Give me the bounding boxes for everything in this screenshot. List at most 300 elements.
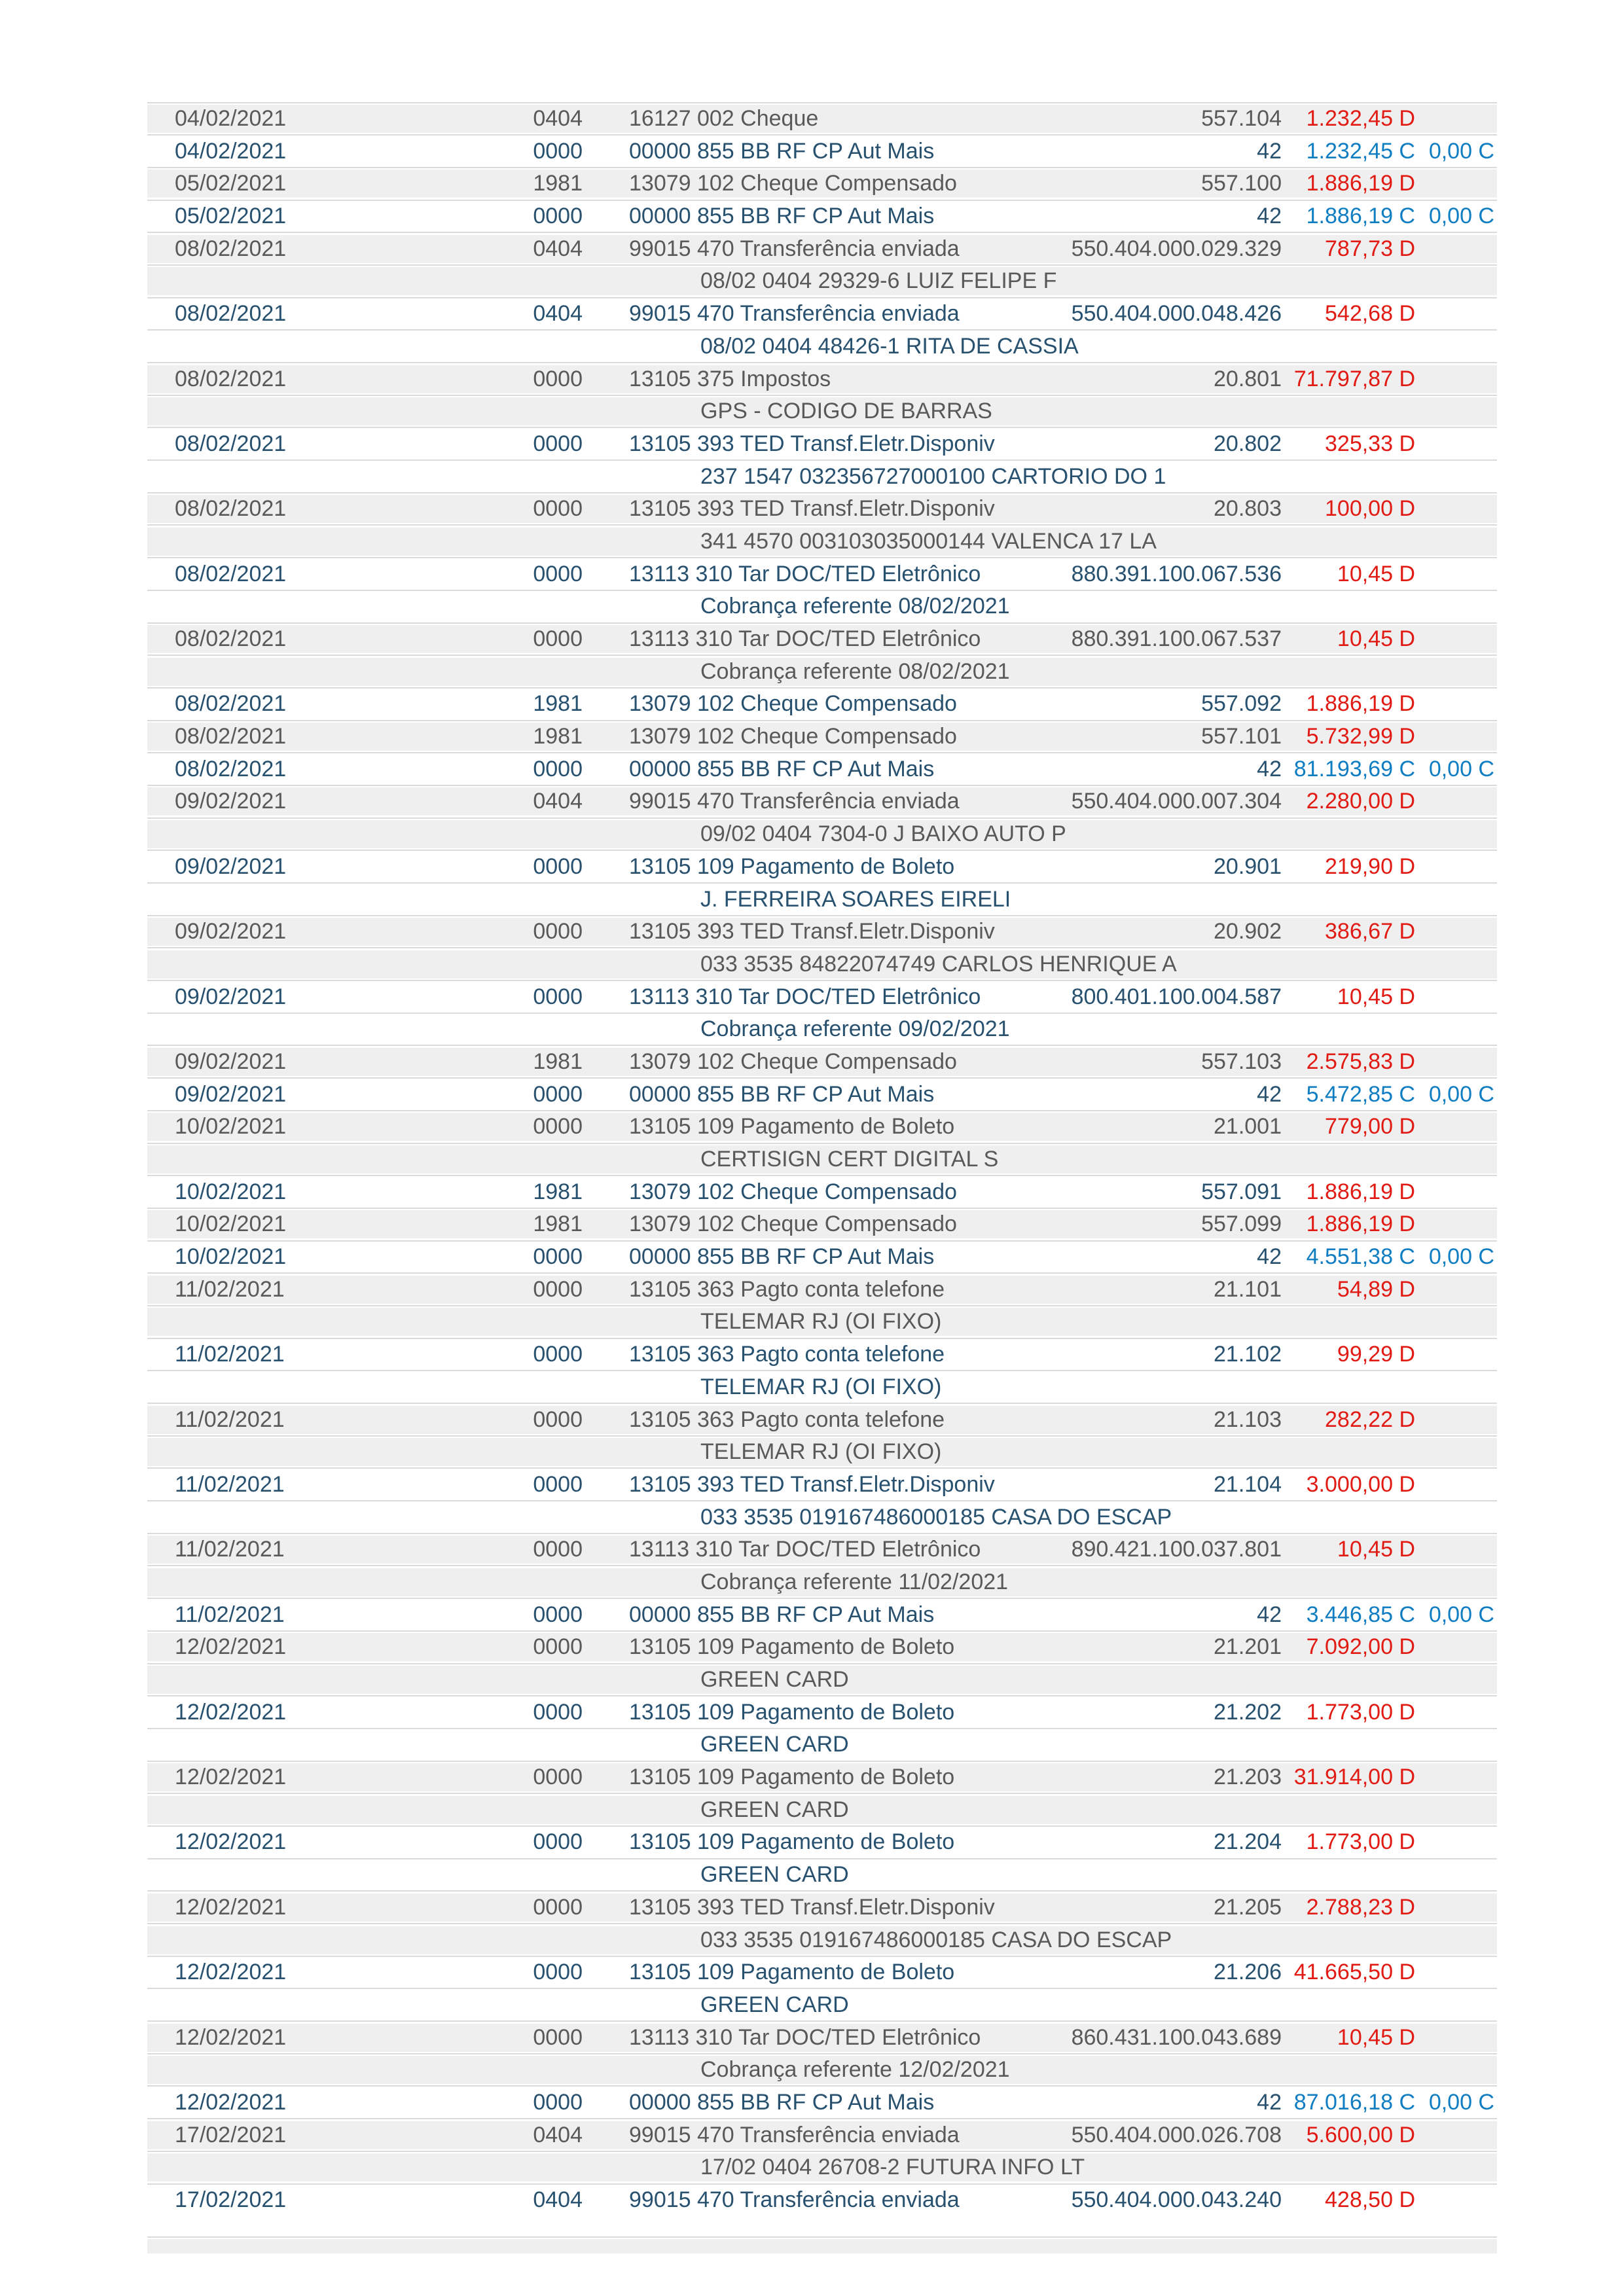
transaction-document: 42 <box>1257 1602 1282 1627</box>
transaction-history: 13105 109 Pagamento de Boleto <box>629 1114 955 1139</box>
transaction-document: 550.404.000.007.304 <box>1071 789 1282 814</box>
transaction-agency: 0000 <box>533 756 583 781</box>
transaction-row <box>147 723 1497 751</box>
transaction-value: 41.665,50 D <box>1293 1960 1415 1985</box>
transaction-detail-row <box>147 950 1497 978</box>
transaction-row <box>147 202 1497 230</box>
transaction-value: 5.472,85 C <box>1306 1081 1415 1107</box>
transaction-value: 10,45 D <box>1337 1537 1415 1562</box>
transaction-row <box>147 1601 1497 1629</box>
transaction-document: 21.206 <box>1214 1960 1282 1985</box>
transaction-value: 87.016,18 C <box>1293 2089 1415 2115</box>
transaction-row <box>147 1210 1497 1238</box>
transaction-document: 21.201 <box>1214 1634 1282 1660</box>
transaction-history: 99015 470 Transferência enviada <box>629 236 960 261</box>
transaction-value: 1.886,19 D <box>1306 171 1415 196</box>
transaction-detail-text: TELEMAR RJ (OI FIXO) <box>700 1439 942 1465</box>
transaction-detail-row <box>147 1991 1497 2019</box>
transaction-extra-value: 0,00 C <box>1428 1081 1494 1107</box>
transaction-agency: 0000 <box>533 1602 583 1627</box>
transaction-detail-text: Cobrança referente 08/02/2021 <box>700 594 1010 619</box>
transaction-row <box>147 983 1497 1011</box>
transaction-agency: 0000 <box>533 919 583 944</box>
transaction-date: 10/02/2021 <box>175 1179 287 1204</box>
transaction-detail-text: GREEN CARD <box>700 1667 849 1692</box>
transaction-detail-text: 17/02 0404 26708-2 FUTURA INFO LT <box>700 2155 1085 2180</box>
transaction-row <box>147 137 1497 166</box>
transaction-date: 08/02/2021 <box>175 756 287 781</box>
transaction-extra-value: 0,00 C <box>1428 1244 1494 1270</box>
transaction-row <box>147 2024 1497 2052</box>
transaction-date: 08/02/2021 <box>175 431 287 456</box>
transaction-detail-row <box>147 2153 1497 2181</box>
transaction-date: 12/02/2021 <box>175 1894 287 1920</box>
transaction-document: 42 <box>1257 138 1282 164</box>
transaction-document: 557.101 <box>1201 724 1282 749</box>
transaction-document: 557.103 <box>1201 1049 1282 1074</box>
transaction-detail-text: 033 3535 019167486000185 CASA DO ESCAP <box>700 1504 1172 1530</box>
transaction-row <box>147 1893 1497 1922</box>
transaction-agency: 0000 <box>533 984 583 1009</box>
transaction-agency: 0000 <box>533 1407 583 1432</box>
transaction-value: 54,89 D <box>1337 1276 1415 1302</box>
transaction-value: 10,45 D <box>1337 626 1415 651</box>
transaction-value: 2.280,00 D <box>1306 789 1415 814</box>
transaction-date: 04/02/2021 <box>175 138 287 164</box>
transaction-value: 1.232,45 C <box>1306 138 1415 164</box>
transaction-extra-value: 0,00 C <box>1428 204 1494 229</box>
transaction-value: 1.886,19 D <box>1306 1179 1415 1204</box>
transaction-row <box>147 690 1497 718</box>
transaction-row <box>147 1243 1497 1271</box>
transaction-value: 71.797,87 D <box>1293 366 1415 391</box>
transaction-date: 12/02/2021 <box>175 1829 287 1855</box>
transaction-detail-text: Cobrança referente 09/02/2021 <box>700 1016 1010 1042</box>
transaction-document: 890.421.100.037.801 <box>1071 1537 1282 1562</box>
transaction-document: 557.099 <box>1201 1211 1282 1237</box>
transaction-value: 99,29 D <box>1337 1342 1415 1367</box>
transaction-row <box>147 918 1497 946</box>
transaction-history: 00000 855 BB RF CP Aut Mais <box>629 138 935 164</box>
transaction-date: 11/02/2021 <box>175 1276 285 1302</box>
transaction-extra-value: 0,00 C <box>1428 138 1494 164</box>
transaction-value: 1.232,45 D <box>1306 106 1415 131</box>
transaction-value: 428,50 D <box>1325 2187 1415 2212</box>
transaction-agency: 0404 <box>533 301 583 327</box>
transaction-date: 08/02/2021 <box>175 626 287 651</box>
transaction-value: 10,45 D <box>1337 2024 1415 2050</box>
transaction-row <box>147 2089 1497 2117</box>
transaction-agency: 0000 <box>533 204 583 229</box>
transaction-value: 3.446,85 C <box>1306 1602 1415 1627</box>
transaction-history: 00000 855 BB RF CP Aut Mais <box>629 1602 935 1627</box>
transaction-history: 16127 002 Cheque <box>629 106 819 131</box>
transaction-agency: 0000 <box>533 431 583 456</box>
transaction-date: 09/02/2021 <box>175 984 287 1009</box>
transaction-value: 219,90 D <box>1325 853 1415 879</box>
transaction-agency: 0000 <box>533 1634 583 1660</box>
transaction-date: 12/02/2021 <box>175 2024 287 2050</box>
transaction-detail-row <box>147 1438 1497 1466</box>
transaction-agency: 0404 <box>533 2122 583 2147</box>
transaction-detail-text: TELEMAR RJ (OI FIXO) <box>700 1309 942 1335</box>
transaction-history: 13105 109 Pagamento de Boleto <box>629 1829 955 1855</box>
transaction-history: 00000 855 BB RF CP Aut Mais <box>629 1081 935 1107</box>
transaction-row <box>147 1958 1497 1986</box>
transaction-agency: 0000 <box>533 1960 583 1985</box>
transaction-document: 800.401.100.004.587 <box>1071 984 1282 1009</box>
transaction-date: 12/02/2021 <box>175 1699 287 1725</box>
transaction-history: 99015 470 Transferência enviada <box>629 301 960 327</box>
transaction-document: 21.001 <box>1214 1114 1282 1139</box>
transaction-document: 20.902 <box>1214 919 1282 944</box>
transaction-detail-row <box>147 1796 1497 1824</box>
transaction-value: 31.914,00 D <box>1293 1765 1415 1790</box>
transaction-date: 09/02/2021 <box>175 1081 287 1107</box>
transaction-document: 20.801 <box>1214 366 1282 391</box>
transaction-detail-text: 09/02 0404 7304-0 J BAIXO AUTO P <box>700 821 1066 847</box>
transaction-row <box>147 1406 1497 1434</box>
transaction-detail-text: Cobrança referente 12/02/2021 <box>700 2057 1010 2083</box>
transaction-detail-row <box>147 886 1497 914</box>
transaction-detail-row <box>147 1503 1497 1532</box>
transaction-value: 1.886,19 C <box>1306 204 1415 229</box>
transaction-value: 542,68 D <box>1325 301 1415 327</box>
transaction-history: 13105 393 TED Transf.Eletr.Disponiv <box>629 496 995 522</box>
transaction-row <box>147 430 1497 458</box>
transaction-history: 13079 102 Cheque Compensado <box>629 724 957 749</box>
transaction-history: 13105 109 Pagamento de Boleto <box>629 1960 955 1985</box>
transaction-document: 42 <box>1257 2089 1282 2115</box>
transaction-agency: 0000 <box>533 1114 583 1139</box>
transaction-history: 13105 393 TED Transf.Eletr.Disponiv <box>629 431 995 456</box>
transaction-history: 13105 375 Impostos <box>629 366 831 391</box>
transaction-detail-row <box>147 1308 1497 1336</box>
transaction-row <box>147 365 1497 393</box>
transaction-detail-text: J. FERREIRA SOARES EIRELI <box>700 886 1011 912</box>
transaction-document: 21.202 <box>1214 1699 1282 1725</box>
transaction-value: 1.886,19 D <box>1306 1211 1415 1237</box>
transaction-row <box>147 560 1497 588</box>
transaction-agency: 0000 <box>533 1699 583 1725</box>
transaction-agency: 0000 <box>533 1342 583 1367</box>
transaction-agency: 0000 <box>533 1894 583 1920</box>
transaction-date: 12/02/2021 <box>175 2089 287 2115</box>
transaction-date: 10/02/2021 <box>175 1244 287 1270</box>
transaction-detail-text: GPS - CODIGO DE BARRAS <box>700 399 992 424</box>
transaction-row <box>147 1535 1497 1564</box>
transaction-row <box>147 1698 1497 1727</box>
transaction-value: 1.886,19 D <box>1306 691 1415 717</box>
transaction-value: 787,73 D <box>1325 236 1415 261</box>
transaction-agency: 0000 <box>533 366 583 391</box>
transaction-date: 17/02/2021 <box>175 2187 287 2212</box>
transaction-extra-value: 0,00 C <box>1428 1602 1494 1627</box>
transaction-document: 20.802 <box>1214 431 1282 456</box>
transaction-agency: 0000 <box>533 853 583 879</box>
transaction-agency: 0000 <box>533 1765 583 1790</box>
transaction-date: 04/02/2021 <box>175 106 287 131</box>
transaction-row <box>147 300 1497 328</box>
transaction-agency: 0000 <box>533 626 583 651</box>
transaction-history: 13105 109 Pagamento de Boleto <box>629 1634 955 1660</box>
transaction-row <box>147 853 1497 881</box>
transaction-history: 13105 109 Pagamento de Boleto <box>629 853 955 879</box>
transaction-document: 42 <box>1257 756 1282 781</box>
transaction-document: 42 <box>1257 204 1282 229</box>
transaction-history: 00000 855 BB RF CP Aut Mais <box>629 204 935 229</box>
transaction-document: 557.092 <box>1201 691 1282 717</box>
transaction-history: 13105 363 Pagto conta telefone <box>629 1407 945 1432</box>
transaction-document: 21.101 <box>1214 1276 1282 1302</box>
transaction-detail-row <box>147 397 1497 425</box>
transaction-history: 13113 310 Tar DOC/TED Eletrônico <box>629 984 981 1009</box>
transaction-detail-row <box>147 1731 1497 1759</box>
transaction-document: 21.203 <box>1214 1765 1282 1790</box>
transaction-date: 12/02/2021 <box>175 1960 287 1985</box>
transaction-document: 860.431.100.043.689 <box>1071 2024 1282 2050</box>
transaction-date: 05/02/2021 <box>175 204 287 229</box>
transaction-row <box>147 1633 1497 1661</box>
transaction-date: 08/02/2021 <box>175 691 287 717</box>
transaction-agency: 0404 <box>533 2187 583 2212</box>
transaction-detail-row <box>147 1145 1497 1174</box>
transaction-row <box>147 105 1497 133</box>
transaction-row <box>147 1081 1497 1109</box>
transaction-row <box>147 2186 1497 2214</box>
transaction-history: 00000 855 BB RF CP Aut Mais <box>629 756 935 781</box>
transaction-row <box>147 1763 1497 1791</box>
transaction-row <box>147 1276 1497 1304</box>
transactions-rows <box>147 105 1497 2214</box>
transaction-detail-text: 341 4570 003103035000144 VALENCA 17 LA <box>700 528 1157 554</box>
transaction-detail-row <box>147 1015 1497 1043</box>
transaction-detail-row <box>147 2056 1497 2084</box>
transaction-date: 11/02/2021 <box>175 1602 285 1627</box>
transaction-date: 09/02/2021 <box>175 853 287 879</box>
transaction-detail-row <box>147 820 1497 848</box>
transaction-row <box>147 1178 1497 1206</box>
transaction-date: 10/02/2021 <box>175 1211 287 1237</box>
transaction-date: 11/02/2021 <box>175 1407 285 1432</box>
transaction-agency: 1981 <box>533 1211 583 1237</box>
transaction-history: 13113 310 Tar DOC/TED Eletrônico <box>629 2024 981 2050</box>
transaction-row <box>147 1471 1497 1499</box>
transaction-history: 13113 310 Tar DOC/TED Eletrônico <box>629 561 981 586</box>
transaction-value: 1.773,00 D <box>1306 1829 1415 1855</box>
transaction-detail-row <box>147 1926 1497 1954</box>
transaction-date: 11/02/2021 <box>175 1342 285 1367</box>
transaction-date: 12/02/2021 <box>175 1765 287 1790</box>
transaction-value: 5.600,00 D <box>1306 2122 1415 2147</box>
transaction-agency: 0000 <box>533 138 583 164</box>
transaction-extra-value: 0,00 C <box>1428 756 1494 781</box>
transaction-history: 13105 393 TED Transf.Eletr.Disponiv <box>629 919 995 944</box>
transaction-date: 12/02/2021 <box>175 1634 287 1660</box>
transaction-document: 21.205 <box>1214 1894 1282 1920</box>
transaction-history: 13079 102 Cheque Compensado <box>629 1049 957 1074</box>
transaction-history: 13105 109 Pagamento de Boleto <box>629 1765 955 1790</box>
transaction-detail-row <box>147 267 1497 295</box>
transaction-document: 550.404.000.043.240 <box>1071 2187 1282 2212</box>
transaction-value: 1.773,00 D <box>1306 1699 1415 1725</box>
transaction-value: 10,45 D <box>1337 561 1415 586</box>
transaction-history: 00000 855 BB RF CP Aut Mais <box>629 2089 935 2115</box>
transaction-history: 13105 393 TED Transf.Eletr.Disponiv <box>629 1471 995 1497</box>
transaction-value: 7.092,00 D <box>1306 1634 1415 1660</box>
transaction-value: 4.551,38 C <box>1306 1244 1415 1270</box>
transaction-agency: 1981 <box>533 1049 583 1074</box>
transaction-detail-row <box>147 658 1497 686</box>
transaction-agency: 0000 <box>533 2024 583 2050</box>
transaction-row <box>147 235 1497 263</box>
transaction-value: 2.788,23 D <box>1306 1894 1415 1920</box>
transaction-history: 13105 363 Pagto conta telefone <box>629 1276 945 1302</box>
transaction-history: 13079 102 Cheque Compensado <box>629 1211 957 1237</box>
transaction-agency: 0404 <box>533 789 583 814</box>
transaction-date: 09/02/2021 <box>175 1049 287 1074</box>
transaction-detail-text: 237 1547 032356727000100 CARTORIO DO 1 <box>700 463 1166 489</box>
transaction-date: 05/02/2021 <box>175 171 287 196</box>
transaction-date: 17/02/2021 <box>175 2122 287 2147</box>
transaction-history: 13105 363 Pagto conta telefone <box>629 1342 945 1367</box>
transaction-document: 21.204 <box>1214 1829 1282 1855</box>
transaction-detail-text: 033 3535 019167486000185 CASA DO ESCAP <box>700 1927 1172 1952</box>
transaction-document: 21.102 <box>1214 1342 1282 1367</box>
transaction-value: 100,00 D <box>1325 496 1415 522</box>
transaction-value: 2.575,83 D <box>1306 1049 1415 1074</box>
transaction-history: 13113 310 Tar DOC/TED Eletrônico <box>629 1537 981 1562</box>
transaction-history: 99015 470 Transferência enviada <box>629 789 960 814</box>
transaction-row <box>147 1340 1497 1369</box>
transaction-document: 880.391.100.067.536 <box>1071 561 1282 586</box>
transaction-detail-text: 033 3535 84822074749 CARLOS HENRIQUE A <box>700 951 1177 977</box>
transaction-agency: 1981 <box>533 171 583 196</box>
transaction-detail-text: TELEMAR RJ (OI FIXO) <box>700 1374 942 1399</box>
transaction-document: 21.103 <box>1214 1407 1282 1432</box>
transaction-row <box>147 625 1497 653</box>
transaction-history: 13105 109 Pagamento de Boleto <box>629 1699 955 1725</box>
transactions-table <box>147 105 1497 2253</box>
transaction-detail-text: Cobrança referente 11/02/2021 <box>700 1569 1009 1594</box>
transaction-document: 550.404.000.048.426 <box>1071 301 1282 327</box>
transaction-agency: 0000 <box>533 496 583 522</box>
transaction-document: 42 <box>1257 1244 1282 1270</box>
transaction-date: 09/02/2021 <box>175 789 287 814</box>
transaction-row <box>147 170 1497 198</box>
transaction-document: 21.104 <box>1214 1471 1282 1497</box>
transaction-agency: 0404 <box>533 236 583 261</box>
transaction-value: 386,67 D <box>1325 919 1415 944</box>
transaction-detail-text: 08/02 0404 29329-6 LUIZ FELIPE F <box>700 268 1057 294</box>
transaction-value: 81.193,69 C <box>1293 756 1415 781</box>
transaction-document: 557.104 <box>1201 106 1282 131</box>
transaction-detail-row <box>147 528 1497 556</box>
transaction-history: 13079 102 Cheque Compensado <box>629 1179 957 1204</box>
transaction-document: 550.404.000.029.329 <box>1071 236 1282 261</box>
transaction-agency: 0000 <box>533 561 583 586</box>
transaction-value: 779,00 D <box>1325 1114 1415 1139</box>
transaction-document: 557.091 <box>1201 1179 1282 1204</box>
transaction-value: 5.732,99 D <box>1306 724 1415 749</box>
transaction-row <box>147 2121 1497 2149</box>
transaction-detail-row <box>147 1861 1497 1889</box>
transaction-agency: 0000 <box>533 1537 583 1562</box>
transaction-detail-row <box>147 1568 1497 1596</box>
transaction-date: 08/02/2021 <box>175 366 287 391</box>
transaction-detail-text: GREEN CARD <box>700 1992 849 2017</box>
transaction-date: 08/02/2021 <box>175 724 287 749</box>
transaction-detail-text: GREEN CARD <box>700 1862 849 1888</box>
transaction-value: 10,45 D <box>1337 984 1415 1009</box>
transaction-detail-text: GREEN CARD <box>700 1797 849 1822</box>
transaction-history: 13079 102 Cheque Compensado <box>629 171 957 196</box>
transaction-row <box>147 1828 1497 1856</box>
transaction-history: 99015 470 Transferência enviada <box>629 2187 960 2212</box>
transaction-row <box>147 1113 1497 1141</box>
transaction-document: 42 <box>1257 1081 1282 1107</box>
transaction-document: 550.404.000.026.708 <box>1071 2122 1282 2147</box>
transaction-date: 10/02/2021 <box>175 1114 287 1139</box>
transaction-agency: 0000 <box>533 1081 583 1107</box>
transaction-history: 13079 102 Cheque Compensado <box>629 691 957 717</box>
transaction-value: 3.000,00 D <box>1306 1471 1415 1497</box>
transaction-detail-text: 08/02 0404 48426-1 RITA DE CASSIA <box>700 333 1079 359</box>
transaction-row <box>147 1048 1497 1076</box>
transaction-date: 11/02/2021 <box>175 1471 285 1497</box>
transaction-document: 20.803 <box>1214 496 1282 522</box>
transaction-value: 282,22 D <box>1325 1407 1415 1432</box>
transaction-detail-text: CERTISIGN CERT DIGITAL S <box>700 1147 999 1172</box>
transaction-row <box>147 495 1497 523</box>
transaction-agency: 1981 <box>533 1179 583 1204</box>
transaction-date: 09/02/2021 <box>175 919 287 944</box>
transaction-date: 11/02/2021 <box>175 1537 285 1562</box>
transaction-detail-row <box>147 592 1497 620</box>
transaction-document: 557.100 <box>1201 171 1282 196</box>
transaction-detail-text: Cobrança referente 08/02/2021 <box>700 658 1010 684</box>
transaction-agency: 0000 <box>533 2089 583 2115</box>
transaction-value: 325,33 D <box>1325 431 1415 456</box>
transaction-detail-row <box>147 1666 1497 1694</box>
transaction-date: 08/02/2021 <box>175 301 287 327</box>
transaction-agency: 0000 <box>533 1829 583 1855</box>
transaction-date: 08/02/2021 <box>175 236 287 261</box>
transaction-document: 20.901 <box>1214 853 1282 879</box>
transaction-detail-row <box>147 1373 1497 1401</box>
transaction-detail-row <box>147 332 1497 361</box>
transaction-document: 880.391.100.067.537 <box>1071 626 1282 651</box>
transaction-history: 99015 470 Transferência enviada <box>629 2122 960 2147</box>
transaction-detail-text: GREEN CARD <box>700 1732 849 1757</box>
transaction-agency: 1981 <box>533 724 583 749</box>
transaction-agency: 1981 <box>533 691 583 717</box>
transaction-agency: 0404 <box>533 106 583 131</box>
transaction-row <box>147 787 1497 816</box>
transaction-date: 08/02/2021 <box>175 561 287 586</box>
transaction-history: 13105 393 TED Transf.Eletr.Disponiv <box>629 1894 995 1920</box>
transaction-extra-value: 0,00 C <box>1428 2089 1494 2115</box>
transaction-date: 08/02/2021 <box>175 496 287 522</box>
transaction-row <box>147 755 1497 783</box>
transaction-history: 00000 855 BB RF CP Aut Mais <box>629 1244 935 1270</box>
transaction-history: 13113 310 Tar DOC/TED Eletrônico <box>629 626 981 651</box>
transaction-agency: 0000 <box>533 1276 583 1302</box>
transaction-agency: 0000 <box>533 1244 583 1270</box>
transaction-detail-row <box>147 463 1497 491</box>
next-row-partial <box>147 2239 1497 2253</box>
transaction-agency: 0000 <box>533 1471 583 1497</box>
